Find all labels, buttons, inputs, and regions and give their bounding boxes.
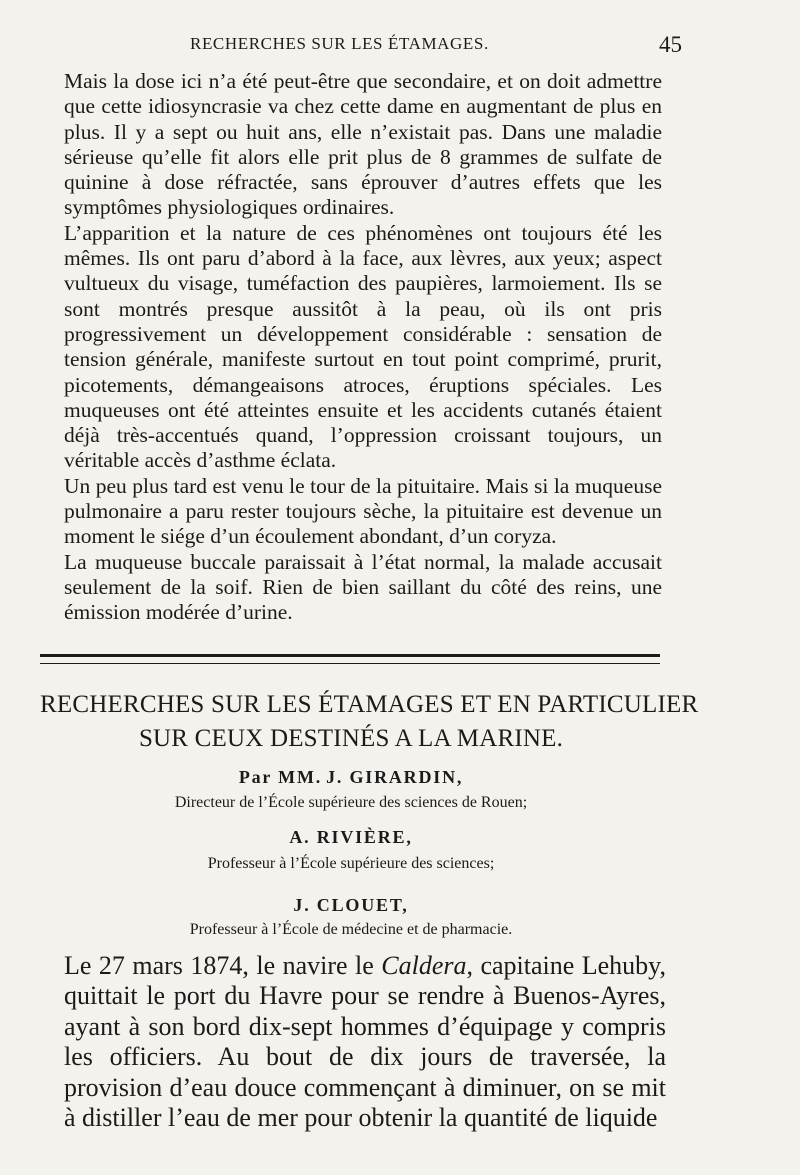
- intro-text: , capitaine Lehuby, quittait le port du Havre pour se rendre à Buenos-Ayres, ayant à son bord dix-sept hommes d’équipage y compris les officiers. Au bout de dix jours de traversée, la provision d’eau douce commençant à diminuer, on se mit à distiller l’eau de mer pour obtenir la quantité de liquide: [64, 951, 666, 1133]
- paragraph: Mais la dose ici n’a été peut-être que secondaire, et on doit admettre que cette idiosyncrasie va chez cette dame en augmentant de plus en plus. Il y a sept ou huit ans, elle n’existait pas. Dans une maladie sérieuse qu’elle fit alors elle prit plus de 8 grammes de sulfate de quinine à dose réfractée, sans éprouver d’autres effets que les symptômes physiologiques ordinaires.: [64, 69, 662, 220]
- paragraph: Un peu plus tard est venu le tour de la pituitaire. Mais si la muqueuse pulmonaire a paru rester toujours sèche, la pituitaire est devenue un moment le siége d’un écoulement abondant, d’un coryza.: [64, 473, 662, 549]
- intro-text: Le 27 mars 1874, le navire le: [64, 951, 382, 980]
- by-prefix: Par MM.: [238, 767, 323, 787]
- paragraph: La muqueuse buccale paraissait à l’état normal, la malade accusait seulement de la soif. Rien de bien saillant du côté des reins, une émission modérée d’urine.: [64, 549, 662, 625]
- article-title-line: SUR CEUX DESTINÉS A LA MARINE.: [138, 725, 564, 752]
- author-affiliation: Professeur à l’École supérieure des sciences;: [207, 855, 495, 872]
- page-number: 45: [659, 32, 682, 57]
- author-name: A. RIVIÈRE,: [289, 827, 413, 847]
- running-head: [0, 34, 800, 58]
- author-name: J. CLOUET,: [293, 895, 409, 915]
- author-name: J. GIRARDIN,: [326, 767, 464, 787]
- section-divider: [40, 654, 660, 664]
- body-text: [64, 69, 662, 626]
- article-title-line: RECHERCHES SUR LES ÉTAMAGES ET EN PARTICULIER: [40, 691, 699, 718]
- author-line: [40, 767, 662, 788]
- author-affiliation: Directeur de l’École supérieure des sciences de Rouen;: [174, 794, 528, 811]
- intro-paragraph: [64, 951, 666, 1133]
- article-title: [40, 688, 699, 756]
- author-affiliation: Professeur à l’École de médecine et de pharmacie.: [189, 921, 513, 938]
- paragraph: L’apparition et la nature de ces phénomènes ont toujours été les mêmes. Ils ont paru d’abord à la face, aux lèvres, aux yeux; aspect vultueux du visage, tuméfaction des paupières, larmoiement. Ils se sont montrés presque aussitôt à la peau, où ils ont pris progressivement un développement considérable : sensation de tension générale, manifeste surtout en tout point comprimé, prurit, picotements, démangeaisons atroces, éruptions spéciales. Les muqueuses ont été atteintes ensuite et les accidents cutanés étaient déjà très-accentués quand, l’oppression croissant toujours, un véritable accès d’asthme éclata.: [64, 220, 662, 473]
- running-title: RECHERCHES SUR LES ÉTAMAGES.: [190, 34, 489, 53]
- ship-name: Caldera: [381, 951, 467, 980]
